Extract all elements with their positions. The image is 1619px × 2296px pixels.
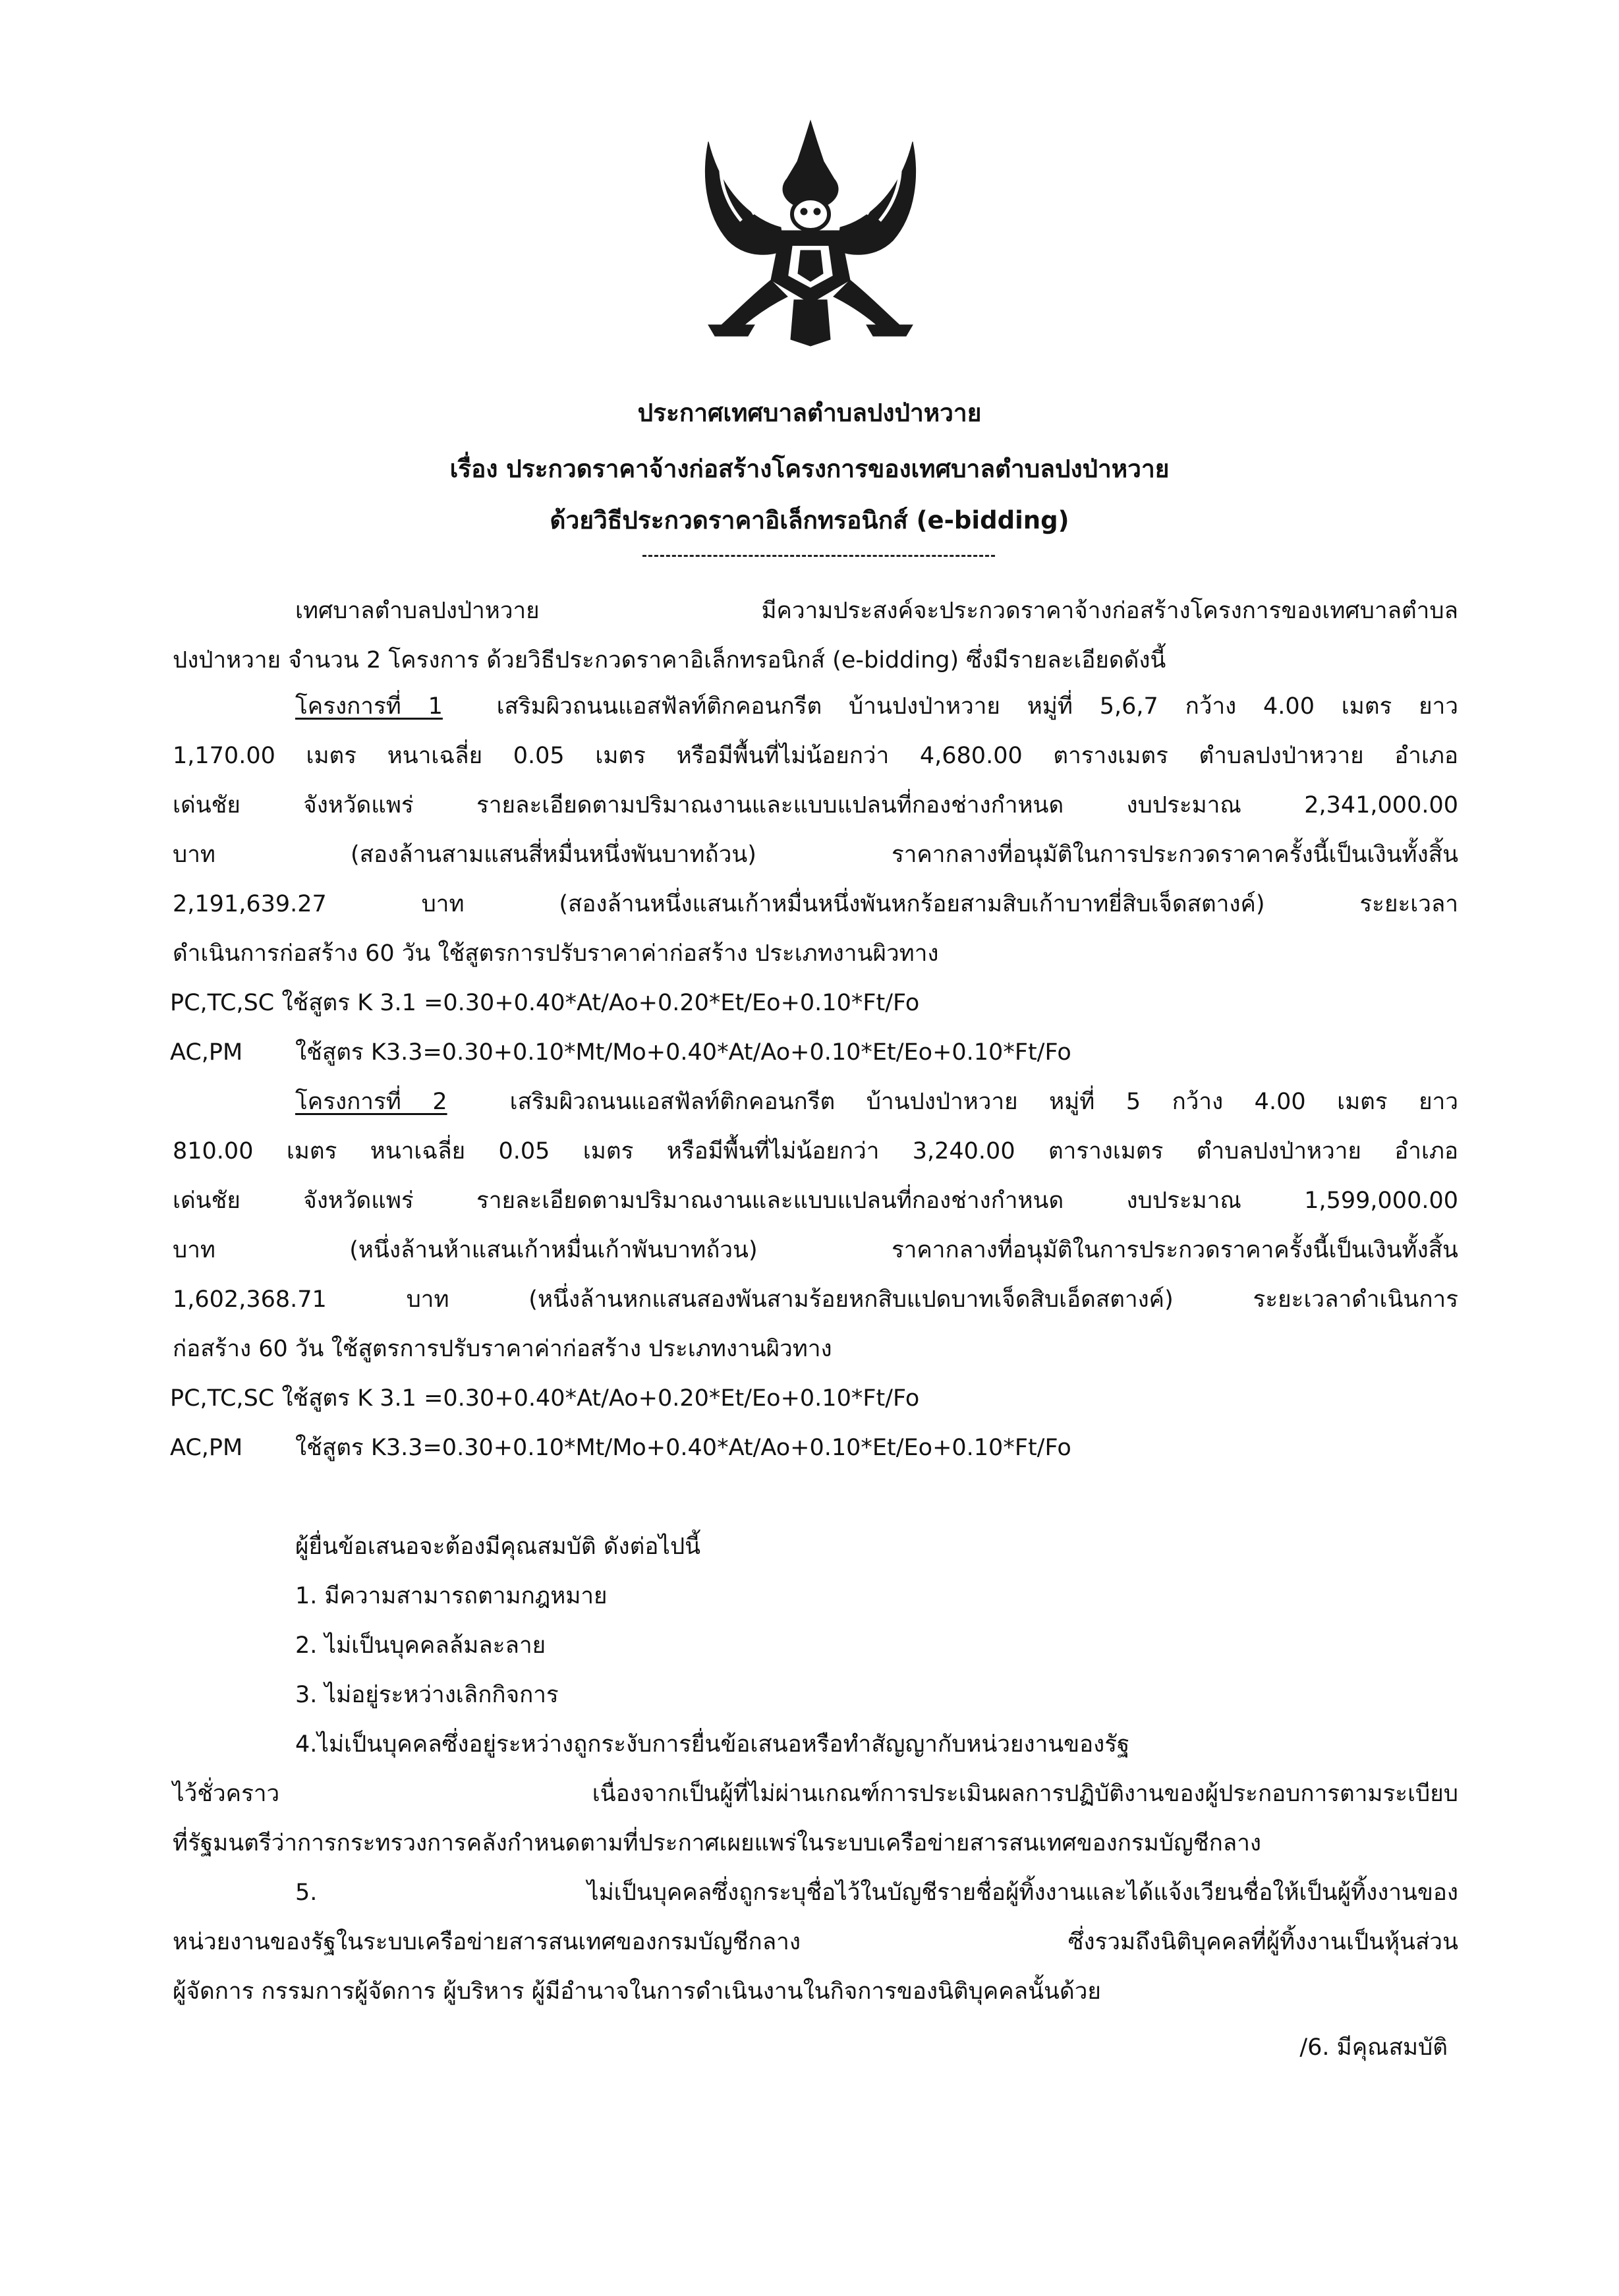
project1-line-6: ดำเนินการก่อสร้าง 60 วัน ใช้สูตรการปรับราคาค่าก่อสร้าง ประเภทงานผิวทาง [173, 940, 939, 967]
qualification-item-5-line-2: หน่วยงานของรัฐในระบบเครือข่ายสารสนเทศของกรมบัญชีกลาง ซึ่งรวมถึงนิติบุคคลที่ผู้ทิ้งงานเป็นหุ้นส่วน [173, 1929, 1458, 1955]
continued-marker: /6. มีคุณสมบัติ [1299, 2034, 1448, 2061]
project1-label: โครงการที่ 1 [295, 693, 443, 720]
project1-line-3: เด่นชัย จังหวัดแพร่ รายละเอียดตามปริมาณงานและแบบแปลนที่กองช่างกำหนด งบประมาณ 2,341,000.00 [173, 792, 1458, 818]
garuda-emblem [682, 115, 939, 349]
qualification-item-4-line-3: ที่รัฐมนตรีว่าการกระทรวงการคลังกำหนดตามที่ประกาศเผยแพร่ในระบบเครือข่ายสารสนเทศของกรมบัญชีกลาง [173, 1830, 1261, 1856]
header-method: ด้วยวิธีประกวดราคาอิเล็กทรอนิกส์ (e-bidding) [550, 506, 1069, 534]
project1-line-4: บาท (สองล้านสามแสนสี่หมื่นหนึ่งพันบาทถ้วน) ราคากลางที่อนุมัติในการประกวดราคาครั้งนี้เป็นเงินทั้งสิ้น [173, 842, 1458, 868]
project1-line-1: โครงการที่ 1 เสริมผิวถนนแอสฟัลท์ติกคอนกรีต บ้านปงป่าหวาย หมู่ที่ 5,6,7 กว้าง 4.00 เมตร ยาว [295, 693, 1458, 720]
project2-line-6: ก่อสร้าง 60 วัน ใช้สูตรการปรับราคาค่าก่อสร้าง ประเภทงานผิวทาง [173, 1336, 832, 1362]
project2-line-3: เด่นชัย จังหวัดแพร่ รายละเอียดตามปริมาณงานและแบบแปลนที่กองช่างกำหนด งบประมาณ 1,599,000.00 [173, 1188, 1458, 1214]
qualification-item-5-line-1: 5. ไม่เป็นบุคคลซึ่งถูกระบุชื่อไว้ในบัญชีรายชื่อผู้ทิ้งงานและได้แจ้งเวียนชื่อให้เป็นผู้ทิ้งงานของ [295, 1880, 1458, 1906]
qualification-item-4-line-1: 4.ไม่เป็นบุคคลซึ่งอยู่ระหว่างถูกระงับการยื่นข้อเสนอหรือทำสัญญากับหน่วยงานของรัฐ [295, 1731, 1130, 1758]
header-line-1: ประกาศเทศบาลตำบลปงป่าหวาย [637, 399, 982, 427]
intro-line-2: ปงป่าหวาย จำนวน 2 โครงการ ด้วยวิธีประกวดราคาอิเล็กทรอนิกส์ (e-bidding) ซึ่งมีรายละเอียดดังนี้ [173, 647, 1166, 674]
qualification-item-4-line-2: ไว้ชั่วคราว เนื่องจากเป็นผู้ที่ไม่ผ่านเกณฑ์การประเมินผลการปฏิบัติงานของผู้ประกอบการตามระเบียบ [173, 1781, 1458, 1807]
project2-label: โครงการที่ 2 [295, 1089, 447, 1115]
project1-formula-1: PC,TC,SC ใช้สูตร K 3.1 =0.30+0.40*At/Ao+0.20*Et/Eo+0.10*Ft/Fo [170, 990, 920, 1016]
project2-line-1: โครงการที่ 2 เสริมผิวถนนแอสฟัลท์ติกคอนกรีต บ้านปงป่าหวาย หมู่ที่ 5 กว้าง 4.00 เมตร ยาว [295, 1089, 1458, 1115]
header-subject: เรื่อง ประกวดราคาจ้างก่อสร้างโครงการของเทศบาลตำบลปงป่าหวาย [449, 455, 1170, 483]
qualification-item-1: 1. มีความสามารถตามกฎหมาย [295, 1583, 608, 1609]
project1-line-5: 2,191,639.27 บาท (สองล้านหนึ่งแสนเก้าหมื่นหนึ่งพันหกร้อยสามสิบเก้าบาทยี่สิบเจ็ดสตางค์) ระยะเวลา [173, 891, 1458, 917]
project1-formula-2-type: AC,PM [170, 1039, 243, 1066]
qualification-item-2: 2. ไม่เป็นบุคคลล้มละลาย [295, 1632, 546, 1659]
project1-line-2: 1,170.00 เมตร หนาเฉลี่ย 0.05 เมตร หรือมีพื้นที่ไม่น้อยกว่า 4,680.00 ตารางเมตร ตำบลปงป่าหวาย อำเภอ [173, 743, 1458, 769]
qualification-item-5-line-3: ผู้จัดการ กรรมการผู้จัดการ ผู้บริหาร ผู้มีอำนาจในการดำเนินงานในกิจการของนิติบุคคลนั้นด้วย [173, 1978, 1101, 2005]
project2-line-4: บาท (หนึ่งล้านห้าแสนเก้าหมื่นเก้าพันบาทถ้วน) ราคากลางที่อนุมัติในการประกวดราคาครั้งนี้เป็นเงินทั้งสิ้น [173, 1237, 1458, 1263]
project2-line-2: 810.00 เมตร หนาเฉลี่ย 0.05 เมตร หรือมีพื้นที่ไม่น้อยกว่า 3,240.00 ตารางเมตร ตำบลปงป่าหวาย อำเภอ [173, 1138, 1458, 1164]
intro-line-1: เทศบาลตำบลปงป่าหวาย มีความประสงค์จะประกวดราคาจ้างก่อสร้างโครงการของเทศบาลตำบล [295, 598, 1458, 624]
project2-formula-1: PC,TC,SC ใช้สูตร K 3.1 =0.30+0.40*At/Ao+0.20*Et/Eo+0.10*Ft/Fo [170, 1385, 920, 1412]
project2-formula-2-type: AC,PM [170, 1435, 243, 1461]
project1-formula-2: ใช้สูตร K3.3=0.30+0.10*Mt/Mo+0.40*At/Ao+0.10*Et/Eo+0.10*Ft/Fo [295, 1039, 1071, 1066]
qualifications-intro: ผู้ยื่นข้อเสนอจะต้องมีคุณสมบัติ ดังต่อไปนี้ [295, 1534, 701, 1560]
project2-formula-2: ใช้สูตร K3.3=0.30+0.10*Mt/Mo+0.40*At/Ao+0.10*Et/Eo+0.10*Ft/Fo [295, 1435, 1071, 1461]
project2-line-5: 1,602,368.71 บาท (หนึ่งล้านหกแสนสองพันสามร้อยหกสิบแปดบาทเจ็ดสิบเอ็ดสตางค์) ระยะเวลาดำเนินการ [173, 1286, 1458, 1313]
header-divider [642, 555, 995, 557]
qualification-item-3: 3. ไม่อยู่ระหว่างเลิกกิจการ [295, 1682, 559, 1708]
